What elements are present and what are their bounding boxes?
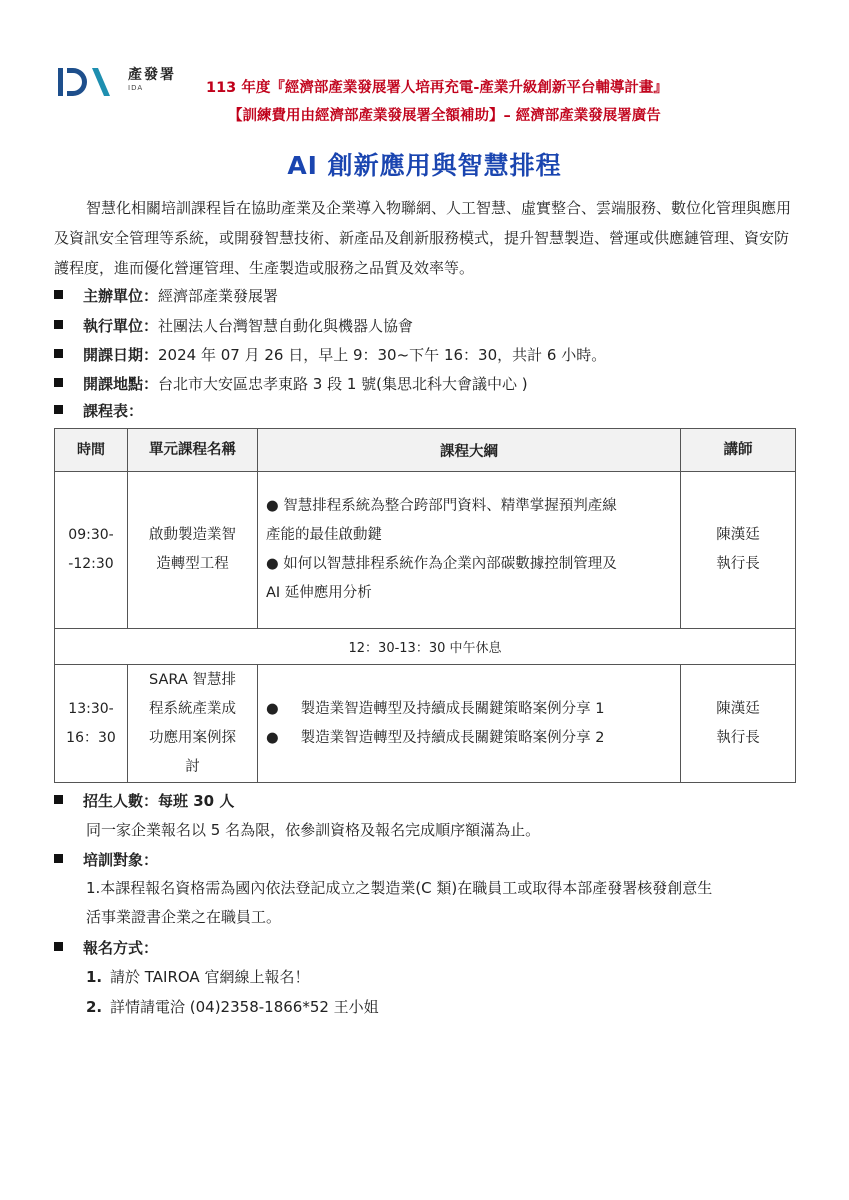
organizer-item <box>54 285 278 306</box>
square-bullet-icon <box>54 290 63 299</box>
unit-line: 討 <box>185 758 200 775</box>
header-outline: 課程大綱 <box>258 429 681 472</box>
square-bullet-icon <box>54 405 63 414</box>
target-line-1: 1.本課程報名資格需為國內依法登記成立之製造業(C 類)在職員工或取得本部產發署核發創意生 <box>86 879 713 897</box>
outline-text: 製造業智造轉型及持續成長關鍵策略案例分享 2 <box>300 729 605 746</box>
ida-logo <box>58 62 198 102</box>
time-line: 09:30- <box>68 527 114 543</box>
register-step-2 <box>86 996 379 1017</box>
course-title: AI 創新應用與智慧排程 <box>287 151 562 180</box>
header-unit: 單元課程名稱 <box>128 429 258 472</box>
step-text: 請於 TAIROA 官網線上報名！ <box>110 968 310 986</box>
table-row <box>55 472 796 629</box>
session2-instructor <box>681 665 796 783</box>
session2-unit <box>128 665 258 783</box>
schedule-item <box>54 400 143 421</box>
time-line: -12:30 <box>68 556 114 572</box>
organizer-label: 主辦單位： <box>83 287 159 305</box>
header-time: 時間 <box>55 429 128 472</box>
logo-english-text: IDA <box>128 84 144 92</box>
register-step-1 <box>86 966 309 987</box>
step-number: 2. <box>86 998 103 1016</box>
unit-line: SARA 智慧排 <box>149 671 236 688</box>
date-item <box>54 344 606 365</box>
unit-line: 程系統產業成 <box>149 700 236 717</box>
enroll-note: 同一家企業報名以 5 名為限，依參訓資格及報名完成順序額滿為止。 <box>86 821 541 839</box>
step-number: 1. <box>86 968 103 986</box>
intro-paragraph: 智慧化相關培訓課程旨在協助產業及企業導入物聯網、人工智慧、虛實整合、雲端服務、數位化管理與應用及資訊安全管理等系統，或開發智慧技術、新產品及創新服務模式，提升智慧製造、營運或供應鏈管理、資安防護程度，進而優化營運管理、生產製造或服務之品質及效率等。 <box>54 199 792 277</box>
date-value: 2024 年 07 月 26 日，早上 9：30~下午 16：30，共計 6 小時。 <box>158 346 607 364</box>
instructor-name: 陳漢廷 <box>716 527 760 543</box>
header-instructor: 講師 <box>681 429 796 472</box>
outline-line: ● 如何以智慧排程系統作為企業內部碳數據控制管理及 <box>266 556 617 572</box>
outline-line <box>266 695 672 724</box>
ida-logo-icon <box>58 66 114 98</box>
time-line: 13:30- <box>68 700 114 717</box>
session2-outline <box>258 665 681 783</box>
square-bullet-icon <box>54 942 63 951</box>
time-line: 16：30 <box>66 729 116 746</box>
table-break-row <box>55 629 796 665</box>
target-item <box>54 849 158 870</box>
table-header-row <box>55 429 796 472</box>
session2-time <box>55 665 128 783</box>
unit-line: 啟動製造業智 <box>149 527 236 543</box>
register-label: 報名方式： <box>83 939 159 957</box>
table-row <box>55 665 796 783</box>
executor-item <box>54 315 413 336</box>
step-text: 詳情請電洽 (04)2358-1866*52 王小姐 <box>110 998 379 1016</box>
session1-time <box>55 472 128 629</box>
place-item <box>54 373 528 394</box>
outline-line: ● 智慧排程系統為整合跨部門資料、精準掌握預判產線 <box>266 498 617 514</box>
instructor-name: 陳漢廷 <box>716 700 760 717</box>
session1-outline <box>258 472 681 629</box>
square-bullet-icon <box>54 349 63 358</box>
instructor-title: 執行長 <box>716 556 760 572</box>
target-label: 培訓對象： <box>83 851 159 869</box>
outline-line: 產能的最佳啟動鍵 <box>266 527 382 543</box>
square-bullet-icon <box>54 795 63 804</box>
bullet-icon: ● <box>266 700 279 717</box>
date-label: 開課日期： <box>83 346 159 364</box>
square-bullet-icon <box>54 378 63 387</box>
place-label: 開課地點： <box>83 375 159 393</box>
executor-value: 社團法人台灣智慧自動化與機器人協會 <box>158 317 414 335</box>
enroll-value: 每班 30 人 <box>158 792 235 810</box>
outline-line <box>266 724 672 753</box>
target-line-2: 活事業證書企業之在職員工。 <box>86 908 282 926</box>
session1-unit <box>128 472 258 629</box>
header-project-line: 113 年度『經濟部產業發展署人培再充電-產業升級創新平台輔導計畫』 <box>206 80 668 96</box>
outline-text: 製造業智造轉型及持續成長關鍵策略案例分享 1 <box>300 700 605 717</box>
place-value: 台北市大安區忠孝東路 3 段 1 號(集思北科大會議中心 ) <box>158 375 528 393</box>
enroll-label: 招生人數： <box>83 792 159 810</box>
lunch-break: 12：30-13：30 中午休息 <box>55 629 796 665</box>
unit-line: 造轉型工程 <box>156 556 229 572</box>
schedule-label: 課程表： <box>83 402 144 420</box>
session1-instructor <box>681 472 796 629</box>
enroll-item <box>54 790 234 811</box>
unit-line: 功應用案例探 <box>149 729 236 746</box>
outline-line: AI 延伸應用分析 <box>266 585 372 601</box>
instructor-title: 執行長 <box>716 729 760 746</box>
square-bullet-icon <box>54 854 63 863</box>
bullet-icon: ● <box>266 729 279 746</box>
header-subsidy-line: 【訓練費用由經濟部產業發展署全額補助】– 經濟部產業發展署廣告 <box>228 108 661 124</box>
schedule-table <box>54 428 796 783</box>
executor-label: 執行單位： <box>83 317 159 335</box>
organizer-value: 經濟部產業發展署 <box>158 287 279 305</box>
register-item <box>54 937 158 958</box>
square-bullet-icon <box>54 320 63 329</box>
logo-chinese-text: 產發署 <box>128 67 176 83</box>
